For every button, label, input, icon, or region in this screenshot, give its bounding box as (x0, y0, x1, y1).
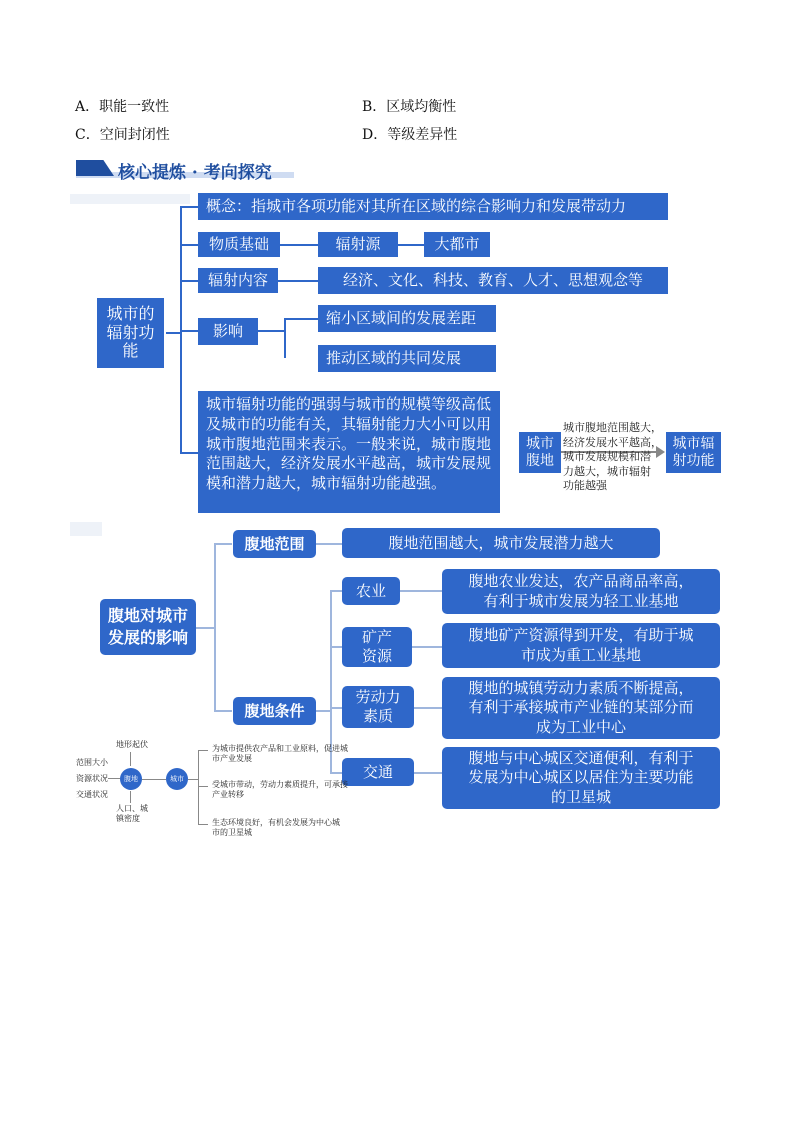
agriculture-node: 农业 (342, 577, 400, 605)
hinterland-conditions-node: 腹地条件 (233, 697, 316, 725)
influence-2-node: 推动区域的共同发展 (318, 345, 496, 372)
effect-1-text: 为城市提供农产品和工业原料，促进城 市产业发展 (212, 744, 348, 763)
option-a: A．职能一致性 (75, 99, 170, 115)
mineral-node: 矿产 资源 (342, 627, 412, 667)
influence-node: 影响 (198, 318, 258, 345)
terrain-label: 地形起伏 (116, 740, 148, 749)
root-node: 城市的 辐射功 能 (97, 298, 164, 368)
radiation-source-node: 辐射源 (318, 232, 398, 257)
city-circle: 城市 (166, 768, 188, 790)
resource-label: 资源状况 (76, 774, 108, 783)
labor-node: 劳动力 素质 (342, 686, 414, 728)
header-tab-icon (76, 160, 114, 176)
section-header (76, 158, 294, 182)
traffic-desc-node: 腹地与中心城区交通便利，有利于 发展为中心城区以居住为主要功能 的卫星城 (442, 747, 720, 809)
labor-desc-node: 腹地的城镇劳动力素质不断提高， 有利于承接城市产业链的某部分而 成为工业中心 (442, 677, 720, 739)
hinterland-range-node: 腹地范围 (233, 530, 316, 558)
option-b: B．区域均衡性 (362, 99, 457, 115)
description-paragraph: 城市辐射功能的强弱与城市的规模等级高低及城市的功能有关，其辐射能力大小可以用城市腹地范围来表示。一般来说，城市腹地范围越大，经济发展水平越高，城市发展规模和潜力越大，城市辐射功能越强。 (198, 391, 500, 513)
option-d: D．等级差异性 (362, 127, 458, 143)
effect-2-text: 受城市带动，劳动力素质提升，可承接 产业转移 (212, 780, 348, 799)
mineral-desc-node: 腹地矿产资源得到开发，有助于城 市成为重工业基地 (442, 623, 720, 668)
section-title: 核心提炼 · 考向探究 (118, 163, 272, 183)
radiation-content-node: 辐射内容 (198, 268, 278, 293)
radiation-function-node: 城市辐 射功能 (666, 432, 721, 473)
range-size-label: 范围大小 (76, 758, 108, 767)
faint-band-2 (70, 522, 102, 536)
metropolis-node: 大都市 (424, 232, 490, 257)
effect-3-text: 生态环境良好，有机会发展为中心城 市的卫星城 (212, 818, 340, 837)
population-label: 人口、城 镇密度 (116, 804, 148, 823)
traffic-node: 交通 (342, 758, 414, 786)
option-c: C．空间封闭性 (75, 127, 170, 143)
content-detail-node: 经济、文化、科技、教育、人才、思想观念等 (318, 267, 668, 294)
agriculture-desc-node: 腹地农业发达，农产品商品率高， 有利于城市发展为轻工业基地 (442, 569, 720, 614)
hinterland-circle: 腹地 (120, 768, 142, 790)
traffic-label: 交通状况 (76, 790, 108, 799)
hinterland-node: 城市 腹地 (519, 432, 561, 473)
material-basis-node: 物质基础 (198, 232, 280, 257)
concept-node: 概念：指城市各项功能对其所在区域的综合影响力和发展带动力 (198, 193, 668, 220)
faint-band (70, 194, 190, 204)
arrow-text: 城市腹地范围越大， 经济发展水平越高， 城市发展规模和潜 力越大，城市辐射 功能越强 (563, 421, 662, 493)
range-desc-node: 腹地范围越大，城市发展潜力越大 (342, 528, 660, 558)
root-node-2: 腹地对城市 发展的影响 (100, 599, 196, 655)
influence-1-node: 缩小区域间的发展差距 (318, 305, 496, 332)
